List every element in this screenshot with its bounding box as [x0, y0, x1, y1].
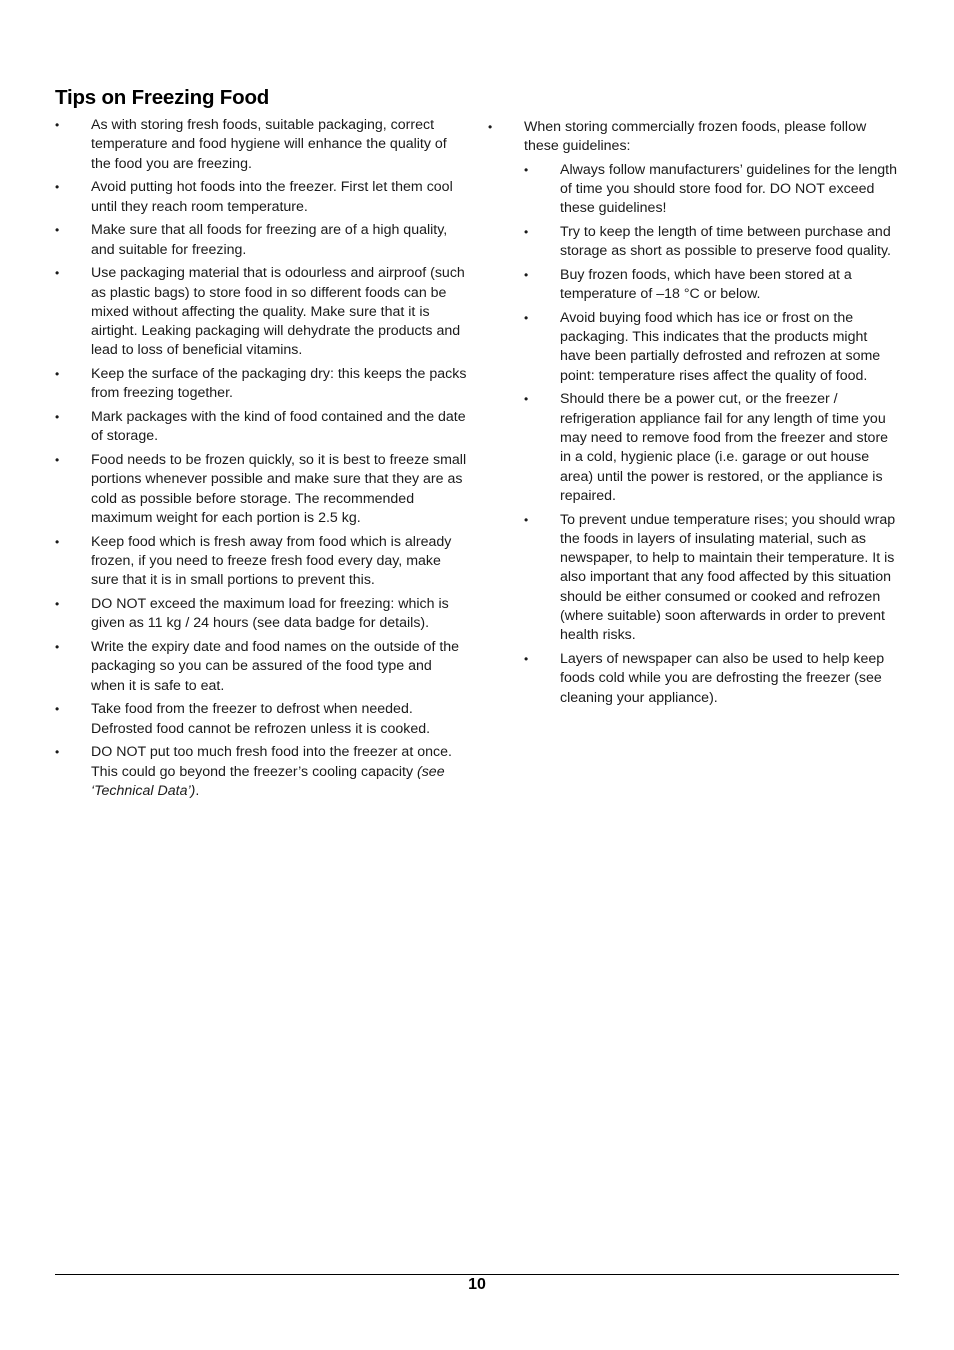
- bullet-icon: •: [524, 512, 529, 527]
- bullet-icon: •: [55, 180, 60, 195]
- list-item-text: As with storing fresh foods, suitable packaging, correct temperature and food hygiene will enhance the quality of the food you are freezing.: [91, 117, 447, 172]
- list-item-text: Food needs to be frozen quickly, so it is best to freeze small portions whenever possible and make sure that they are as cold as possible before storage. The recommended maximum weight for each portion is 2.5 kg.: [91, 452, 467, 526]
- sub-list-item: [524, 266, 902, 305]
- list-item: [55, 264, 467, 360]
- bullet-icon: •: [488, 120, 493, 134]
- list-item-end: .: [195, 782, 200, 799]
- left-column-list: [55, 116, 467, 805]
- bullet-icon: •: [524, 392, 529, 407]
- technical-data-reference: (see ‘Technical Data’): [91, 763, 445, 799]
- sub-list-item: [524, 223, 902, 262]
- list-item: [55, 595, 467, 634]
- sub-list-item-text: Always follow manufacturers’ guidelines for the length of time you should store food for. DO NOT exceed these guidelines!: [560, 161, 897, 217]
- bullet-icon: •: [524, 162, 529, 177]
- bullet-icon: •: [524, 267, 529, 282]
- bullet-icon: •: [55, 367, 60, 382]
- bullet-icon: •: [524, 224, 529, 239]
- bullet-icon: •: [55, 702, 60, 717]
- sub-list-item-text: Try to keep the length of time between purchase and storage as short as possible to preserve food quality.: [560, 223, 891, 260]
- list-item-commercial-frozen-foods: [488, 118, 902, 708]
- list-item: [55, 178, 467, 217]
- list-item: [55, 700, 467, 739]
- sub-list-item-text: Buy frozen foods, which have been stored at a temperature of –18 °C or below.: [560, 266, 852, 303]
- guidelines-sub-list: [524, 161, 902, 708]
- bullet-icon: •: [524, 310, 529, 325]
- sub-list-item: [524, 161, 902, 219]
- footer-divider: [55, 1274, 899, 1275]
- bullet-icon: •: [524, 652, 529, 667]
- list-item: [55, 408, 467, 447]
- list-item: [55, 451, 467, 528]
- list-item: [55, 365, 467, 404]
- list-item-text: Write the expiry date and food names on the outside of the packaging so you can be assured of the food type and when it is safe to eat.: [91, 638, 460, 694]
- page-title: Tips on Freezing Food: [55, 86, 270, 109]
- sub-list-item-text: Avoid buying food which has ice or frost on the packaging. This indicates that the products might have been partially defrosted and refrozen at some point: temperature rises affect the quality of food.: [560, 309, 881, 384]
- list-item-text: Take food from the freezer to defrost when needed. Defrosted food cannot be refrozen unless it is cooked.: [91, 701, 431, 737]
- page-number: 10: [468, 1276, 486, 1293]
- list-item-text: Mark packages with the kind of food contained and the date of storage.: [91, 409, 466, 445]
- bullet-icon: •: [55, 118, 60, 132]
- list-item: [55, 638, 467, 696]
- right-column-list: [488, 118, 902, 712]
- list-item-text: DO NOT exceed the maximum load for freezing: which is given as 11 kg / 24 hours (see data badge for details).: [91, 595, 449, 632]
- list-item-text: DO NOT put too much fresh food into the freezer at once. This could go beyond the freezer’s cooling capacity: [91, 744, 452, 780]
- sub-list-item: [524, 309, 902, 386]
- list-item: [55, 221, 467, 260]
- list-item-text: Keep food which is fresh away from food which is already frozen, if you need to freeze fresh food every day, make sure that it is in small portions to prevent this.: [91, 533, 452, 589]
- bullet-icon: •: [55, 534, 60, 549]
- sub-list-item: [524, 511, 902, 646]
- bullet-icon: •: [55, 410, 60, 425]
- list-item-text: When storing commercially frozen foods, please follow these guidelines:: [524, 119, 867, 155]
- list-item-text: Keep the surface of the packaging dry: this keeps the packs from freezing together.: [91, 366, 467, 402]
- sub-list-item-text: Should there be a power cut, or the freezer / refrigeration appliance fail for any length of time you may need to remove food from the freezer and store in a cold, hygienic place (i.e. garage or out house area) until the power is restored, or the appliance is repaired.: [560, 391, 889, 504]
- bullet-icon: •: [55, 639, 60, 654]
- bullet-icon: •: [55, 266, 60, 281]
- bullet-icon: •: [55, 596, 60, 611]
- bullet-icon: •: [55, 223, 60, 238]
- list-item: [55, 533, 467, 591]
- bullet-icon: •: [55, 745, 60, 760]
- sub-list-item-text: Layers of newspaper can also be used to help keep foods cold while you are defrosting the freezer (see cleaning your appliance).: [560, 651, 885, 706]
- sub-list-item-text: To prevent undue temperature rises; you should wrap the foods in layers of insulating material, such as newspaper, to help to maintain their temperature. It is also important that any food affected by this situation should be either consumed or cooked and refrozen (where suitable) soon afterwards in order to prevent health risks.: [560, 511, 896, 644]
- list-item-text: Use packaging material that is odourless and airproof (such as plastic bags) to store food in so different foods can be mixed without affecting the quality. Make sure that it is airtight. Leaking packaging will dehydrate the products and lead to loss of beneficial vitamins.: [91, 265, 465, 359]
- list-item-cooling-capacity: [55, 743, 467, 801]
- bullet-icon: •: [55, 453, 60, 468]
- list-item: [55, 116, 467, 174]
- sub-list-item: [524, 650, 902, 708]
- list-item-text: Make sure that all foods for freezing are of a high quality, and suitable for freezing.: [91, 222, 448, 258]
- sub-list-item: [524, 390, 902, 506]
- list-item-text: Avoid putting hot foods into the freezer. First let them cool until they reach room temperature.: [91, 179, 453, 215]
